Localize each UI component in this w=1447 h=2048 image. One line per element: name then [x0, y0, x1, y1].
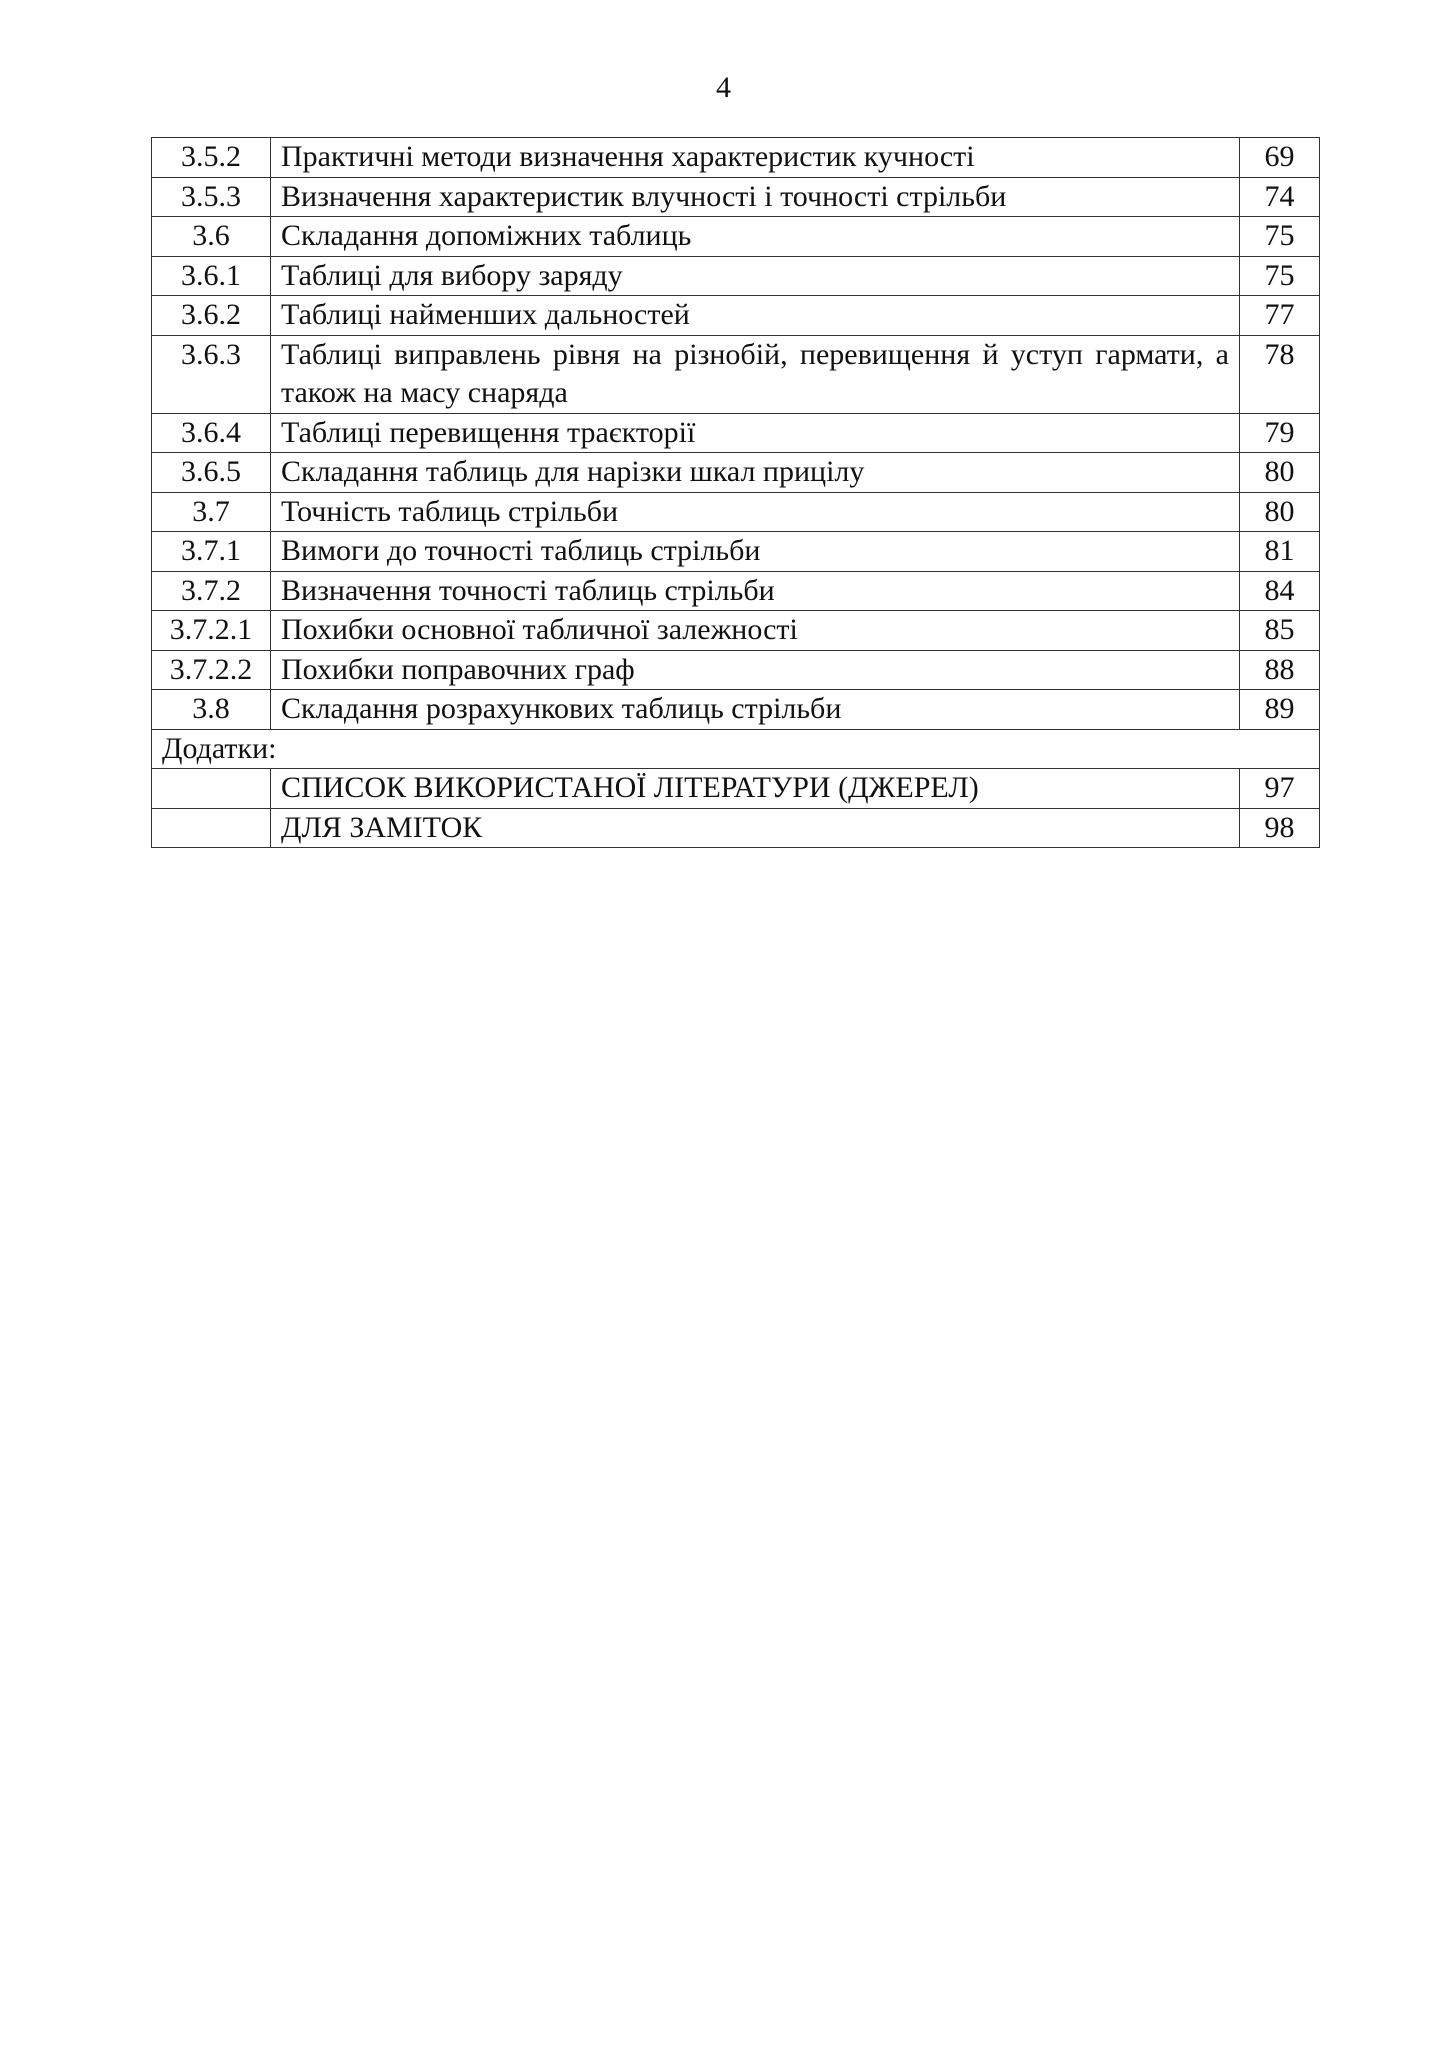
- section-page: 75: [1240, 256, 1320, 296]
- section-number: [152, 769, 271, 809]
- section-number: 3.8: [152, 690, 271, 730]
- section-title: Таблиці найменших дальностей: [271, 296, 1240, 336]
- section-page: 74: [1240, 177, 1320, 217]
- section-title: Точність таблиць стрільби: [271, 492, 1240, 532]
- section-title: Похибки основної табличної залежності: [271, 611, 1240, 651]
- section-page: 77: [1240, 296, 1320, 336]
- section-number: 3.7.2: [152, 571, 271, 611]
- toc-row: [152, 177, 1320, 217]
- section-number: 3.7.2.2: [152, 650, 271, 690]
- section-number: 3.7: [152, 492, 271, 532]
- appendix-label: Додатки:: [152, 729, 1320, 769]
- section-page: 80: [1240, 453, 1320, 493]
- table-of-contents: [151, 137, 1320, 848]
- section-title: Таблиці перевищення траєкторії: [271, 413, 1240, 453]
- toc-row: [152, 611, 1320, 651]
- section-page: 75: [1240, 217, 1320, 257]
- section-number: 3.7.2.1: [152, 611, 271, 651]
- section-page: 88: [1240, 650, 1320, 690]
- toc-row: [152, 413, 1320, 453]
- section-title: Складання допоміжних таблиць: [271, 217, 1240, 257]
- section-title: Таблиці виправлень рівня на різнобій, перевищення й уступ гармати, а також на масу снаряда: [271, 335, 1240, 413]
- section-page: 85: [1240, 611, 1320, 651]
- section-title: Визначення характеристик влучності і точності стрільби: [271, 177, 1240, 217]
- toc-row: [152, 335, 1320, 413]
- toc-row: [152, 138, 1320, 178]
- section-page: 89: [1240, 690, 1320, 730]
- section-page: 80: [1240, 492, 1320, 532]
- section-title: Практичні методи визначення характеристик кучності: [271, 138, 1240, 178]
- toc-row: [152, 571, 1320, 611]
- appendix-row: [152, 729, 1320, 769]
- section-number: 3.6.3: [152, 335, 271, 413]
- section-page: 78: [1240, 335, 1320, 413]
- toc-row: [152, 296, 1320, 336]
- section-number: 3.6.1: [152, 256, 271, 296]
- toc-row: [152, 217, 1320, 257]
- toc-row: [152, 650, 1320, 690]
- toc-row: [152, 808, 1320, 848]
- section-title: Вимоги до точності таблиць стрільби: [271, 532, 1240, 572]
- section-number: 3.6.2: [152, 296, 271, 336]
- section-number: 3.6.4: [152, 413, 271, 453]
- toc-row: [152, 769, 1320, 809]
- toc-row: [152, 492, 1320, 532]
- section-title: Складання розрахункових таблиць стрільби: [271, 690, 1240, 730]
- section-page: 79: [1240, 413, 1320, 453]
- section-title: Похибки поправочних граф: [271, 650, 1240, 690]
- section-number: 3.6.5: [152, 453, 271, 493]
- toc-row: [152, 453, 1320, 493]
- section-number: 3.5.3: [152, 177, 271, 217]
- section-title: Визначення точності таблиць стрільби: [271, 571, 1240, 611]
- section-page: 98: [1240, 808, 1320, 848]
- section-title: ДЛЯ ЗАМІТОК: [271, 808, 1240, 848]
- toc-row: [152, 256, 1320, 296]
- page-number: 4: [716, 71, 731, 104]
- section-title: Таблиці для вибору заряду: [271, 256, 1240, 296]
- section-title: СПИСОК ВИКОРИСТАНОЇ ЛІТЕРАТУРИ (ДЖЕРЕЛ): [271, 769, 1240, 809]
- section-number: 3.5.2: [152, 138, 271, 178]
- section-number: 3.7.1: [152, 532, 271, 572]
- section-page: 81: [1240, 532, 1320, 572]
- section-title: Складання таблиць для нарізки шкал прицілу: [271, 453, 1240, 493]
- section-number: [152, 808, 271, 848]
- section-number: 3.6: [152, 217, 271, 257]
- section-page: 97: [1240, 769, 1320, 809]
- section-page: 69: [1240, 138, 1320, 178]
- toc-row: [152, 532, 1320, 572]
- section-page: 84: [1240, 571, 1320, 611]
- toc-row: [152, 690, 1320, 730]
